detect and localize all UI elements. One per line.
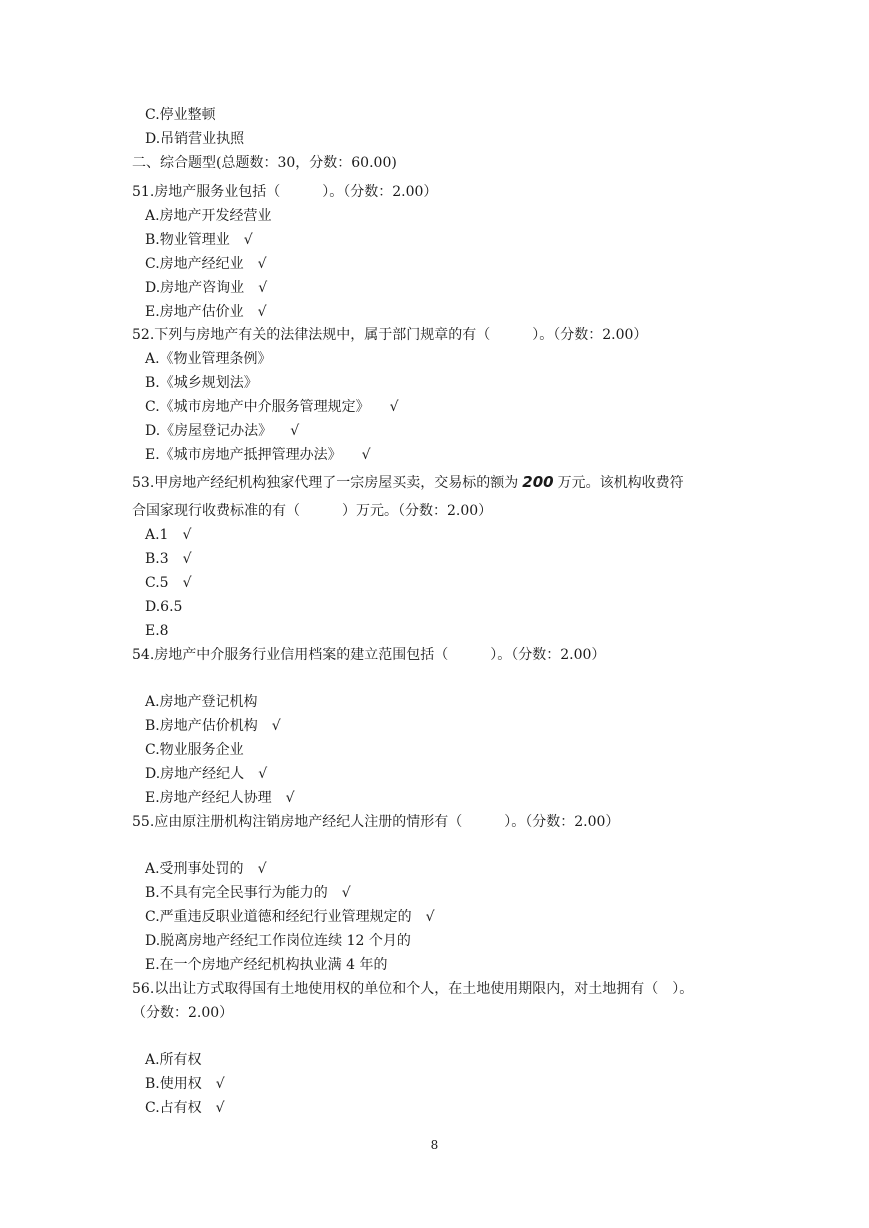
- check-mark-icon: √: [361, 447, 371, 463]
- q52-option-e: E.《城市房地产抵押管理办法》 √: [145, 447, 371, 463]
- q55-option-c: C.严重违反职业道德和经纪行业管理规定的 √: [145, 909, 435, 925]
- check-mark-icon: √: [257, 861, 267, 877]
- q53-option-d: D.6.5: [145, 599, 183, 615]
- check-mark-icon: √: [182, 575, 192, 591]
- q52-option-a: A.《物业管理条例》: [145, 351, 272, 367]
- q53-option-c: C.5 √: [145, 575, 192, 591]
- question-54-stem: 54.房地产中介服务行业信用档案的建立范围包括（ ）。（分数：2.00）: [132, 647, 606, 663]
- q55-option-d: D.脱离房地产经纪工作岗位连续 12 个月的: [145, 933, 411, 949]
- q52-option-b: B.《城乡规划法》: [145, 375, 258, 391]
- q56-option-a: A.所有权: [145, 1052, 202, 1068]
- q56-option-c: C.占有权 √: [145, 1100, 225, 1116]
- question-53-stem-line2: 合国家现行收费标准的有（ ）万元。（分数：2.00）: [132, 503, 493, 519]
- q52-option-c: C.《城市房地产中介服务管理规定》 √: [145, 399, 399, 415]
- check-mark-icon: √: [258, 766, 268, 782]
- q56-option-b: B.使用权 √: [145, 1076, 225, 1092]
- q54-option-d: D.房地产经纪人 √: [145, 766, 268, 782]
- q51-option-b: B.物业管理业 √: [145, 232, 253, 248]
- check-mark-icon: √: [182, 527, 192, 543]
- check-mark-icon: √: [215, 1076, 225, 1092]
- check-mark-icon: √: [243, 232, 253, 248]
- q55-option-a: A.受刑事处罚的 √: [145, 861, 267, 877]
- check-mark-icon: √: [182, 551, 192, 567]
- check-mark-icon: √: [258, 280, 268, 296]
- question-55-stem: 55.应由原注册机构注销房地产经纪人注册的情形有（ ）。（分数：2.00）: [132, 814, 620, 830]
- q54-option-b: B.房地产估价机构 √: [145, 718, 281, 734]
- question-56-stem-line2: （分数：2.00）: [132, 1005, 234, 1021]
- check-mark-icon: √: [425, 909, 435, 925]
- q53-option-e: E.8: [145, 623, 169, 639]
- q54-option-e: E.房地产经纪人协理 √: [145, 790, 295, 806]
- question-51-stem: 51.房地产服务业包括（ ）。（分数：2.00）: [132, 184, 438, 200]
- page-number: 8: [430, 1138, 439, 1152]
- check-mark-icon: √: [257, 304, 267, 320]
- q51-option-a: A.房地产开发经营业: [145, 208, 272, 224]
- q53-option-b: B.3 √: [145, 551, 192, 567]
- q54-option-c: C.物业服务企业: [145, 742, 244, 758]
- check-mark-icon: √: [285, 790, 295, 806]
- q51-option-c: C.房地产经纪业 √: [145, 256, 267, 272]
- check-mark-icon: √: [389, 399, 399, 415]
- section-header: 二、综合题型(总题数：30，分数：60.00): [132, 155, 397, 171]
- option-d: D.吊销营业执照: [145, 131, 245, 147]
- q51-option-e: E.房地产估价业 √: [145, 304, 267, 320]
- q55-option-e: E.在一个房地产经纪机构执业满 4 年的: [145, 957, 388, 973]
- check-mark-icon: √: [290, 423, 300, 439]
- check-mark-icon: √: [271, 718, 281, 734]
- q55-option-b: B.不具有完全民事行为能力的 √: [145, 885, 351, 901]
- q51-option-d: D.房地产咨询业 √: [145, 280, 268, 296]
- check-mark-icon: √: [341, 885, 351, 901]
- question-53-stem: 53.甲房地产经纪机构独家代理了一宗房屋买卖，交易标的额为 200 万元。该机构收费符: [132, 473, 684, 491]
- q54-option-a: A.房地产登记机构: [145, 694, 258, 710]
- option-c: C.停业整顿: [145, 107, 216, 123]
- check-mark-icon: √: [257, 256, 267, 272]
- q52-option-d: D.《房屋登记办法》 √: [145, 423, 300, 439]
- check-mark-icon: √: [215, 1100, 225, 1116]
- question-52-stem: 52.下列与房地产有关的法律法规中，属于部门规章的有（ ）。（分数：2.00）: [132, 327, 648, 343]
- q53-option-a: A.1 √: [145, 527, 192, 543]
- question-56-stem: 56.以出让方式取得国有土地使用权的单位和个人，在土地使用期限内，对土地拥有（ ）。: [132, 981, 694, 997]
